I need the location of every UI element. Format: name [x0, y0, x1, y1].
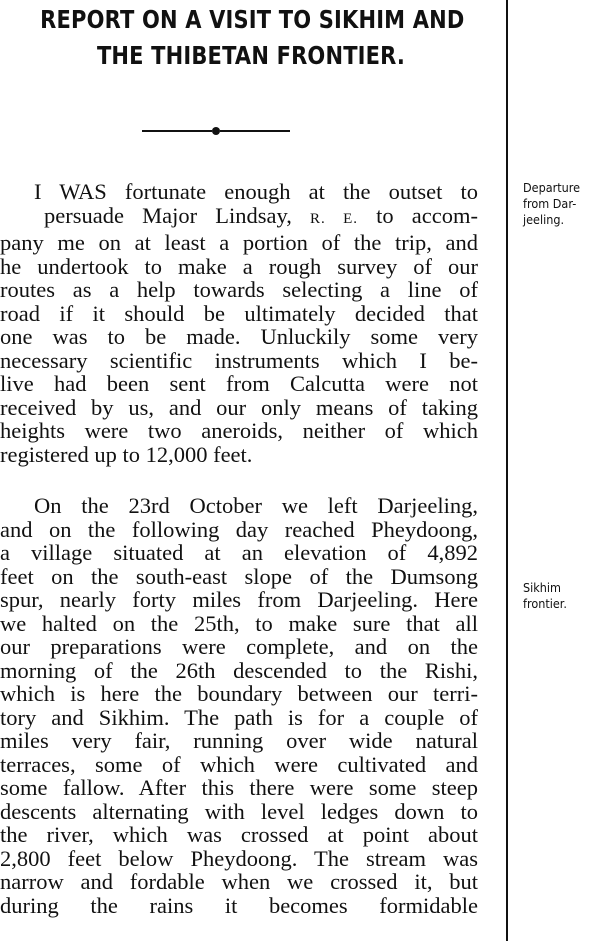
paragraph-line: which is here the boundary between our terri-	[0, 681, 478, 706]
paragraph-line: routes as a help towards selecting a line of	[0, 277, 478, 302]
paragraph-line: morning of the 26th descended to the Rishi,	[0, 657, 478, 683]
margin-note-line: jeeling.	[523, 212, 565, 227]
ornament-dot	[212, 127, 220, 135]
text-run: to accom-	[358, 202, 478, 228]
text-run: persuade Major Lindsay,	[44, 202, 311, 228]
paragraph-line: narrow and fordable when we crossed it, but	[0, 869, 478, 894]
paragraph-line: registered up to 12,000 feet.	[0, 441, 253, 467]
title-line-1: REPORT ON A VISIT TO SIKHIM AND	[40, 5, 465, 34]
paragraph-line: I WAS fortunate enough at the outset to	[34, 179, 478, 204]
report-title	[40, 2, 465, 74]
paragraph-line: our preparations were complete, and on the	[0, 634, 478, 659]
paragraph-line: spur, nearly forty miles from Darjeeling. Here	[0, 587, 478, 612]
rank-abbreviation: R. E.	[310, 210, 358, 227]
margin-rule	[506, 0, 508, 941]
margin-note-line: Sikhim	[523, 580, 561, 595]
paragraph-line: pany me on at least a portion of the trip, and	[0, 230, 478, 255]
margin-note-frontier	[523, 580, 595, 612]
paragraph-line: road if it should be ultimately decided that	[0, 300, 478, 326]
paragraph-journey	[0, 494, 478, 917]
paragraph-line: miles very fair, running over wide natural	[0, 728, 478, 753]
paragraph-line: descents alternating with level ledges down to	[0, 798, 478, 824]
paragraph-line: during the rains it becomes formidable	[0, 892, 478, 918]
title-line-2: THE THIBETAN FRONTIER.	[96, 41, 406, 70]
paragraph-line: some fallow. After this there were some steep	[0, 775, 478, 800]
paragraph-line: 2,800 feet below Pheydoong. The stream was	[0, 845, 478, 871]
paragraph-line: and on the following day reached Pheydoong,	[0, 516, 478, 542]
paragraph-line: received by us, and our only means of taking	[0, 394, 478, 420]
margin-note-line: from Dar-	[523, 196, 577, 211]
paragraph-line: feet on the south-east slope of the Dumsong	[0, 563, 478, 589]
margin-note-departure	[523, 180, 595, 228]
paragraph-line: tory and Sikhim. The path is for a couple of	[0, 704, 478, 730]
paragraph-line	[0, 204, 478, 232]
ornament-line-right	[220, 130, 290, 132]
paragraph-line: On the 23rd October we left Darjeeling,	[34, 493, 478, 518]
paragraph-line: we halted on the 25th, to make sure that all	[0, 610, 478, 636]
paragraph-line: the river, which was crossed at point about	[0, 822, 478, 847]
margin-note-line: frontier.	[523, 596, 567, 611]
paragraph-line: live had been sent from Calcutta were not	[0, 371, 478, 396]
paragraph-line: terraces, some of which were cultivated and	[0, 751, 478, 777]
paragraph-line: one was to be made. Unluckily some very	[0, 324, 478, 349]
paragraph-line: a village situated at an elevation of 4,892	[0, 540, 478, 565]
paragraph-line: necessary scientific instruments which I be-	[0, 347, 478, 373]
paragraph-line: he undertook to make a rough survey of our	[0, 253, 478, 279]
paragraph-departure	[0, 180, 478, 466]
paragraph-line: heights were two aneroids, neither of which	[0, 418, 478, 443]
ornament-line-left	[142, 130, 212, 132]
margin-note-line: Departure	[523, 180, 581, 195]
ornament-separator	[142, 126, 290, 136]
